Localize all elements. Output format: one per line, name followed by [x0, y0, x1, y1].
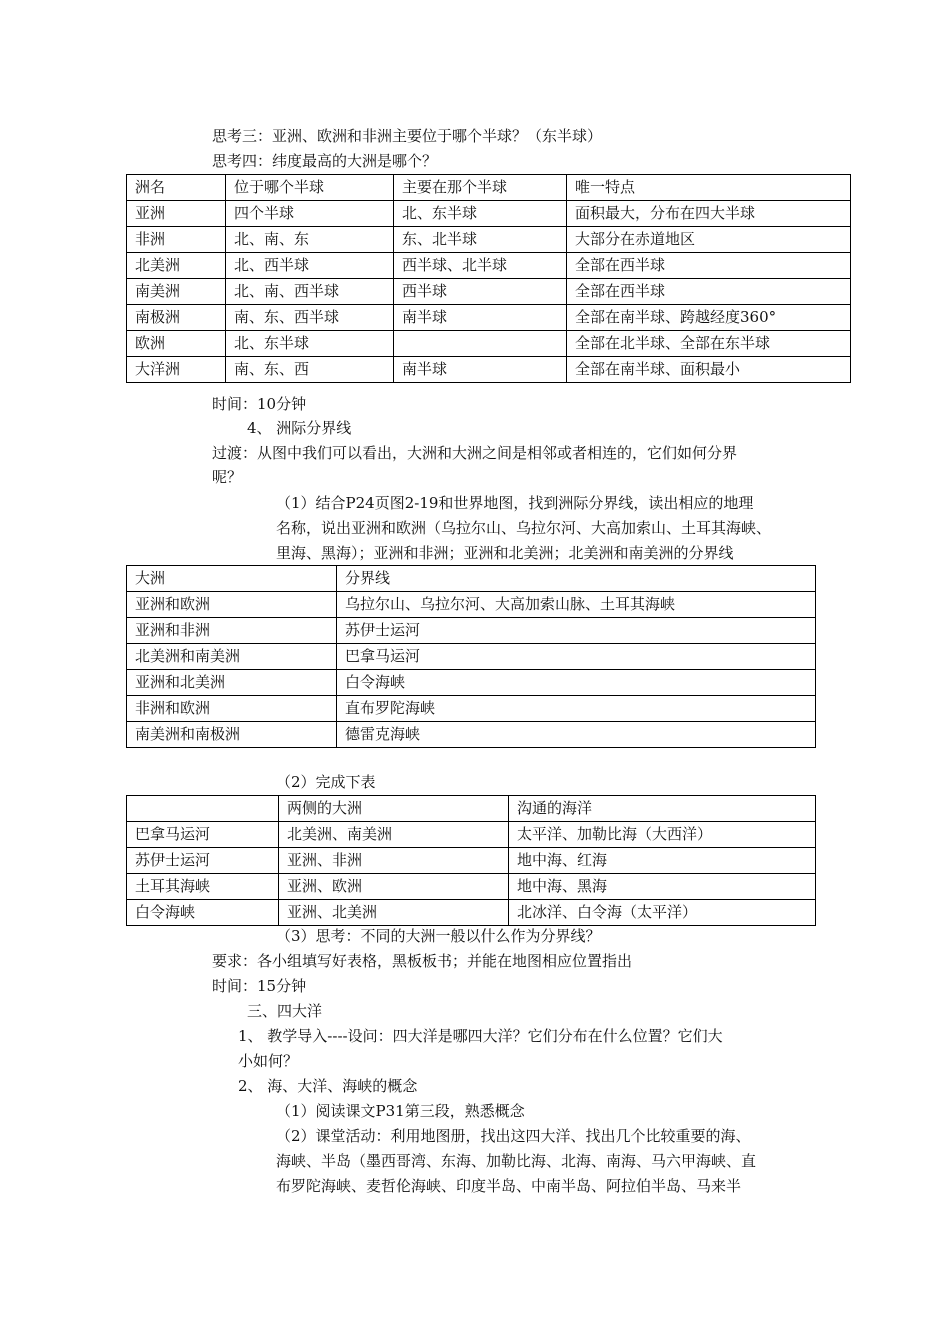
- header-cell: 主要在那个半球: [394, 175, 567, 201]
- table-cell: 欧洲: [127, 331, 226, 357]
- header-cell: 沟通的海洋: [509, 796, 816, 822]
- table-cell: 非洲: [127, 227, 226, 253]
- table-cell: 亚洲、非洲: [279, 848, 509, 874]
- table-cell: 苏伊士运河: [127, 848, 279, 874]
- table-row: [127, 696, 816, 722]
- table-cell: 北、东半球: [394, 201, 567, 227]
- paragraph-line: 里海、黑海）；亚洲和非洲；亚洲和北美洲；北美洲和南美洲的分界线: [276, 544, 734, 562]
- table-row: [127, 874, 816, 900]
- table-cell: 亚洲: [127, 201, 226, 227]
- think-four-line: 思考四：纬度最高的大洲是哪个？: [212, 152, 438, 170]
- table-row: [127, 900, 816, 926]
- header-cell: 两侧的大洲: [279, 796, 509, 822]
- table-header-row: [127, 175, 851, 201]
- paragraph-line: （2）课堂活动：利用地图册，找出这四大洋、找出几个比较重要的海、: [276, 1127, 751, 1145]
- table-cell: 德雷克海峡: [337, 722, 816, 748]
- table-row: [127, 357, 851, 383]
- time-line: 时间：10分钟: [212, 395, 307, 413]
- table-row: [127, 201, 851, 227]
- table-cell: 西半球: [394, 279, 567, 305]
- table-cell: 全部在西半球: [567, 253, 851, 279]
- table-row: [127, 305, 851, 331]
- table-row: [127, 592, 816, 618]
- table-cell: [394, 331, 567, 357]
- table-cell: 亚洲和欧洲: [127, 592, 337, 618]
- table-cell: 全部在南半球、跨越经度360°: [567, 305, 851, 331]
- table-row: [127, 848, 816, 874]
- header-cell: 唯一特点: [567, 175, 851, 201]
- table-cell: 南半球: [394, 305, 567, 331]
- table-cell: 乌拉尔山、乌拉尔河、大高加索山脉、土耳其海峡: [337, 592, 816, 618]
- table-cell: 面积最大，分布在四大半球: [567, 201, 851, 227]
- table-cell: 大部分在赤道地区: [567, 227, 851, 253]
- paragraph-line: 名称，说出亚洲和欧洲（乌拉尔山、乌拉尔河、大高加索山、土耳其海峡、: [276, 519, 772, 537]
- think-three-line: 思考三：亚洲、欧洲和非洲主要位于哪个半球？（东半球）: [212, 127, 603, 145]
- table-row: [127, 279, 851, 305]
- table-row: [127, 822, 816, 848]
- table-cell: 南半球: [394, 357, 567, 383]
- header-cell: 分界线: [337, 566, 816, 592]
- table-cell: 亚洲、欧洲: [279, 874, 509, 900]
- table-row: [127, 722, 816, 748]
- table-cell: 北美洲和南美洲: [127, 644, 337, 670]
- paragraph-line: 布罗陀海峡、麦哲伦海峡、印度半岛、中南半岛、阿拉伯半岛、马来半: [276, 1177, 742, 1195]
- paragraph-line: （1）结合P24页图2-19和世界地图，找到洲际分界线，读出相应的地理: [276, 494, 754, 512]
- table-cell: 北冰洋、白令海（太平洋）: [509, 900, 816, 926]
- header-cell: 大洲: [127, 566, 337, 592]
- table-header-row: [127, 566, 816, 592]
- table-cell: 南、东、西: [226, 357, 394, 383]
- table-cell: 地中海、黑海: [509, 874, 816, 900]
- table-cell: 北美洲: [127, 253, 226, 279]
- table-cell: 非洲和欧洲: [127, 696, 337, 722]
- table-cell: 巴拿马运河: [127, 822, 279, 848]
- table-header-row: [127, 796, 816, 822]
- section-heading: 三、四大洋: [247, 1002, 323, 1020]
- paragraph-line: 过渡：从图中我们可以看出，大洲和大洲之间是相邻或者相连的，它们如何分界: [212, 444, 738, 462]
- continent-boundary-table: [126, 565, 816, 748]
- paragraph-line: 海峡、半岛（墨西哥湾、东海、加勒比海、北海、南海、马六甲海峡、直: [276, 1152, 757, 1170]
- section-heading: 4、 洲际分界线: [247, 419, 352, 437]
- table-cell: 全部在西半球: [567, 279, 851, 305]
- table-cell: 全部在北半球、全部在东半球: [567, 331, 851, 357]
- header-cell: 洲名: [127, 175, 226, 201]
- table-cell: 北、南、东: [226, 227, 394, 253]
- header-cell: [127, 796, 279, 822]
- table-cell: 亚洲和非洲: [127, 618, 337, 644]
- table-cell: 南美洲: [127, 279, 226, 305]
- table-cell: 太平洋、加勒比海（大西洋）: [509, 822, 816, 848]
- strait-canal-table: [126, 795, 816, 926]
- table-row: [127, 331, 851, 357]
- table-row: [127, 253, 851, 279]
- table-cell: 直布罗陀海峡: [337, 696, 816, 722]
- table-cell: 大洋洲: [127, 357, 226, 383]
- table-cell: 北、南、西半球: [226, 279, 394, 305]
- paragraph-line: 2、 海、大洋、海峡的概念: [238, 1077, 418, 1095]
- table-cell: 亚洲、北美洲: [279, 900, 509, 926]
- table-cell: 北、西半球: [226, 253, 394, 279]
- table-cell: 北美洲、南美洲: [279, 822, 509, 848]
- table-cell: 全部在南半球、面积最小: [567, 357, 851, 383]
- table-cell: 白令海峡: [127, 900, 279, 926]
- table-cell: 四个半球: [226, 201, 394, 227]
- paragraph-line: 小如何？: [238, 1052, 299, 1070]
- table-row: [127, 644, 816, 670]
- table-cell: 北、东半球: [226, 331, 394, 357]
- paragraph-line: 1、 教学导入----设问：四大洋是哪四大洋？它们分布在什么位置？它们大: [238, 1027, 723, 1045]
- table-row: [127, 670, 816, 696]
- table-cell: 亚洲和北美洲: [127, 670, 337, 696]
- paragraph-line: （3）思考：不同的大洲一般以什么作为分界线？: [276, 927, 601, 945]
- paragraph-line: 呢？: [212, 468, 243, 486]
- table-cell: 南极洲: [127, 305, 226, 331]
- table-cell: 巴拿马运河: [337, 644, 816, 670]
- table-cell: 东、北半球: [394, 227, 567, 253]
- continent-hemisphere-table: [126, 174, 851, 383]
- table-cell: 南美洲和南极洲: [127, 722, 337, 748]
- task-two-line: （2）完成下表: [276, 773, 376, 791]
- paragraph-line: 要求：各小组填写好表格，黑板板书；并能在地图相应位置指出: [212, 952, 633, 970]
- paragraph-line: （1）阅读课文P31第三段，熟悉概念: [276, 1102, 525, 1120]
- table-row: [127, 227, 851, 253]
- table-cell: 南、东、西半球: [226, 305, 394, 331]
- table-cell: 白令海峡: [337, 670, 816, 696]
- table-cell: 土耳其海峡: [127, 874, 279, 900]
- table-cell: 西半球、北半球: [394, 253, 567, 279]
- time-line: 时间：15分钟: [212, 977, 307, 995]
- table-row: [127, 618, 816, 644]
- header-cell: 位于哪个半球: [226, 175, 394, 201]
- table-cell: 苏伊士运河: [337, 618, 816, 644]
- table-cell: 地中海、红海: [509, 848, 816, 874]
